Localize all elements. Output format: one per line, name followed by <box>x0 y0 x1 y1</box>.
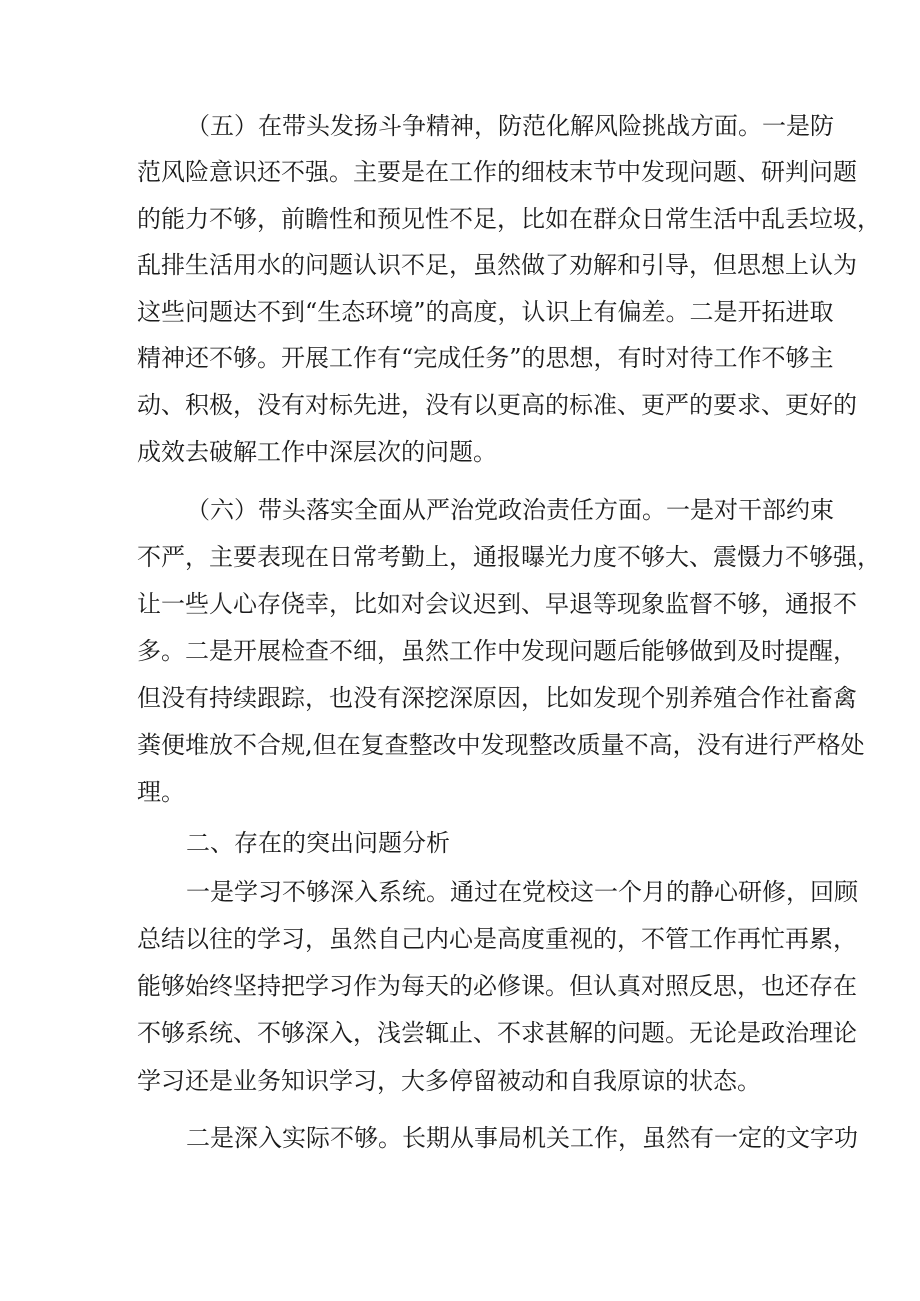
paragraph-1-line-7: 动、积极，没有对标先进，没有以更高的标准、更严的要求、更好的 <box>137 391 857 419</box>
paragraph-3-line-4: 不够系统、不够深入，浅尝辄止、不求甚解的问题。无论是政治理论 <box>137 1019 857 1047</box>
paragraph-1-line-2: 范风险意识还不强。主要是在工作的细枝末节中发现问题、研判问题 <box>137 158 857 186</box>
paragraph-1-line-1: （五）在带头发扬斗争精神，防范化解风险挑战方面。一是防 <box>186 112 834 140</box>
paragraph-2-line-1: （六）带头落实全面从严治党政治责任方面。一是对干部约束 <box>186 496 834 524</box>
paragraph-4-line-1: 二是深入实际不够。长期从事局机关工作，虽然有一定的文字功 <box>186 1124 858 1152</box>
paragraph-2-line-2: 不严，主要表现在日常考勤上，通报曝光力度不够大、震慑力不够强， <box>137 543 881 571</box>
paragraph-1-line-4: 乱排生活用水的问题认识不足，虽然做了劝解和引导，但思想上认为 <box>137 251 857 279</box>
paragraph-3-line-5: 学习还是业务知识学习，大多停留被动和自我原谅的状态。 <box>137 1067 761 1095</box>
paragraph-2-line-7: 理。 <box>137 778 185 806</box>
paragraph-1-line-8: 成效去破解工作中深层次的问题。 <box>137 438 497 466</box>
paragraph-2-line-5: 但没有持续跟踪，也没有深挖深原因，比如发现个别养殖合作社畜禽 <box>137 684 857 712</box>
paragraph-3-line-1: 一是学习不够深入系统。通过在党校这一个月的静心研修，回顾 <box>186 878 858 906</box>
paragraph-2-line-6: 粪便堆放不合规,但在复查整改中发现整改质量不高，没有进行严格处 <box>137 731 865 759</box>
paragraph-3-line-3: 能够始终坚持把学习作为每天的必修课。但认真对照反思，也还存在 <box>137 972 857 1000</box>
paragraph-3-line-2: 总结以往的学习，虽然自己内心是高度重视的，不管工作再忙再累， <box>137 925 857 953</box>
paragraph-1-line-6: 精神还不够。开展工作有“完成任务”的思想，有时对待工作不够主 <box>137 344 834 372</box>
paragraph-2-line-4: 多。二是开展检查不细，虽然工作中发现问题后能够做到及时提醒， <box>137 637 857 665</box>
paragraph-1-line-3: 的能力不够，前瞻性和预见性不足，比如在群众日常生活中乱丢垃圾， <box>137 205 881 233</box>
paragraph-1-line-5: 这些问题达不到“生态环境”的高度，认识上有偏差。二是开拓进取 <box>137 298 834 326</box>
section-heading: 二、存在的突出问题分析 <box>186 829 450 857</box>
paragraph-2-line-3: 让一些人心存侥幸，比如对会议迟到、早退等现象监督不够，通报不 <box>137 590 857 618</box>
